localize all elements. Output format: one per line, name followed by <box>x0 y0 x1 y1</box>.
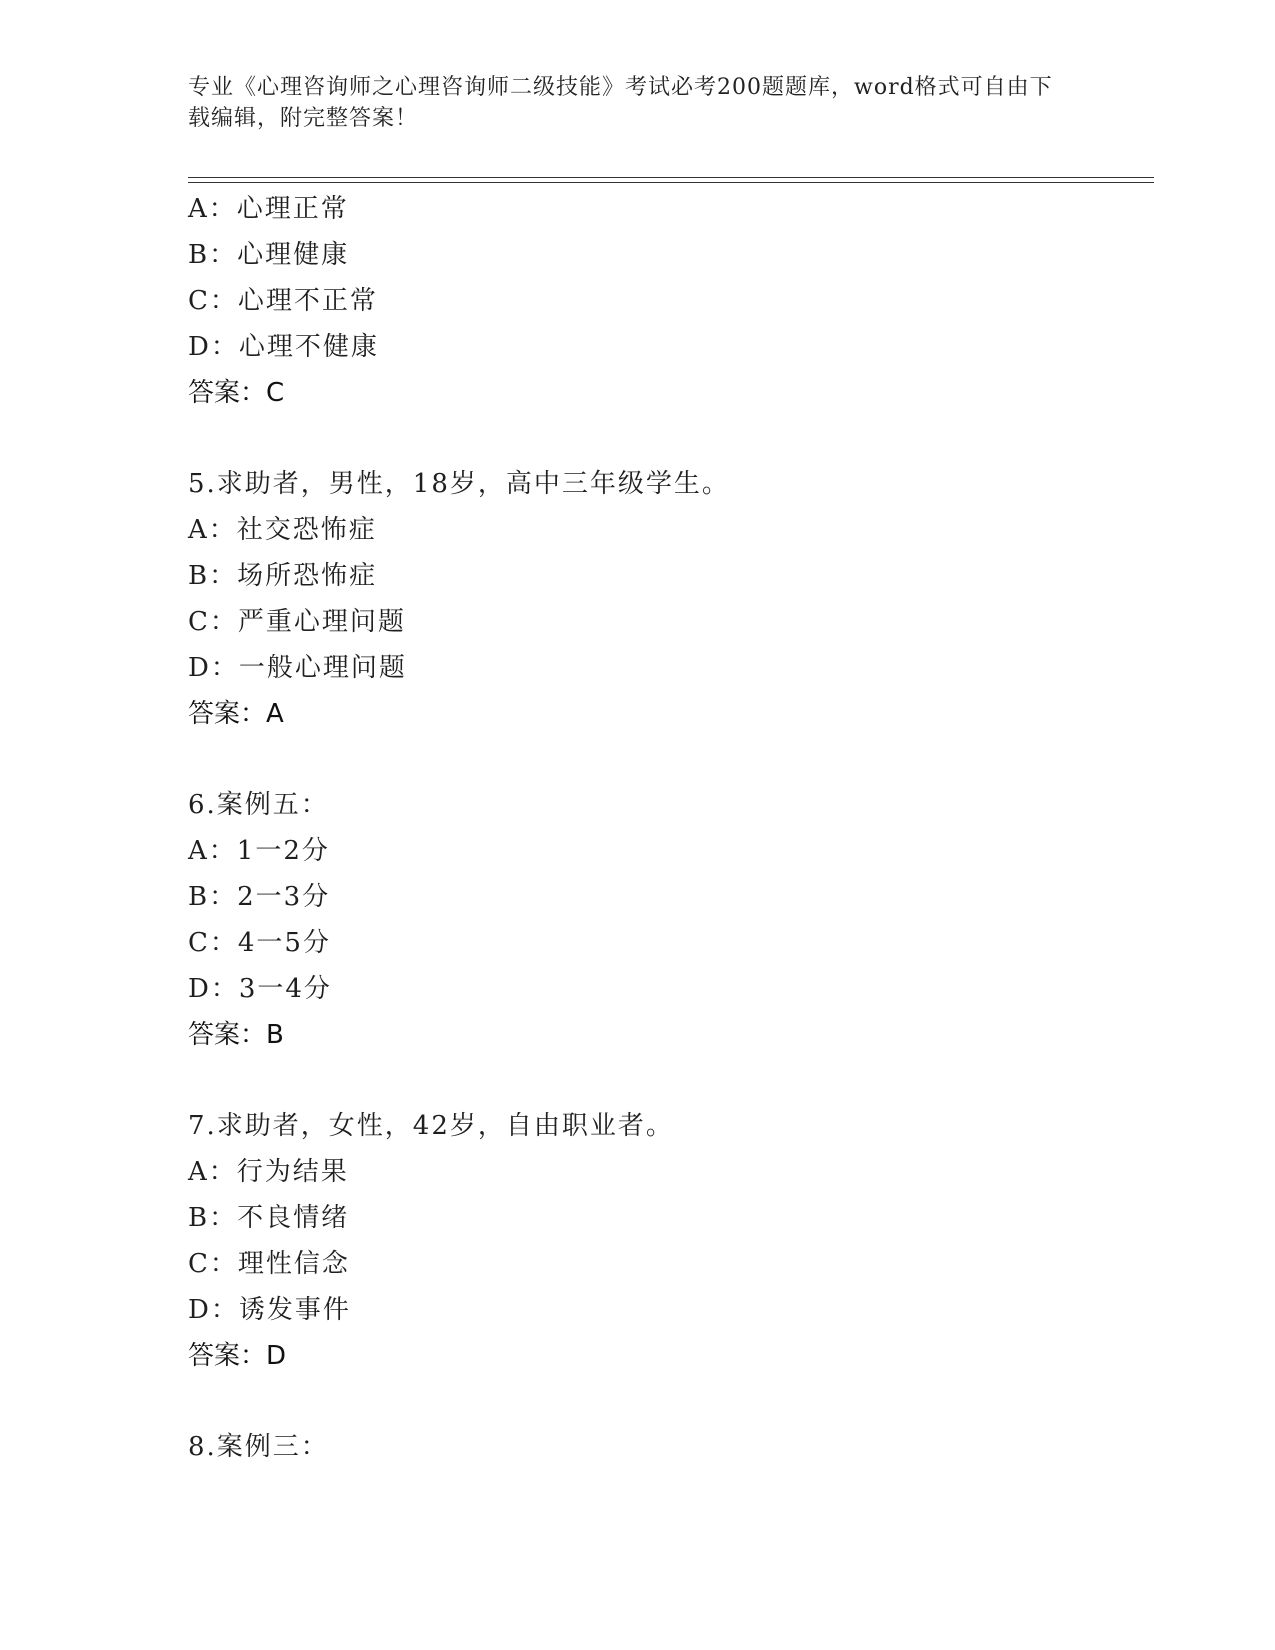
option-d: D：心理不健康 <box>188 332 379 362</box>
option-d: D：诱发事件 <box>188 1295 351 1325</box>
option-d: D：3一4分 <box>188 974 332 1004</box>
option-b: B：心理健康 <box>188 240 350 270</box>
document-intro: 专业《心理咨询师之心理咨询师二级技能》考试必考200题题库，word格式可自由下载编辑，附完整答案！ <box>188 75 1053 131</box>
option-c: C：4一5分 <box>188 928 331 958</box>
question-block <box>188 1103 1148 1379</box>
header-divider-top <box>188 177 1154 178</box>
header-divider-bottom <box>188 182 1154 183</box>
option-b: B：2一3分 <box>188 882 331 912</box>
question-list <box>188 186 1148 1470</box>
option-c: C：心理不正常 <box>188 286 378 316</box>
question-stem: 7.求助者，女性，42岁，自由职业者。 <box>188 1111 674 1141</box>
question-stem: 8.案例三： <box>188 1432 329 1462</box>
answer-line: 答案：B <box>188 1020 284 1050</box>
answer-line: 答案：A <box>188 699 284 729</box>
question-block <box>188 461 1148 737</box>
question-block <box>188 1424 1148 1470</box>
option-a: A：1一2分 <box>188 836 330 866</box>
answer-line: 答案：C <box>188 378 285 408</box>
option-c: C：理性信念 <box>188 1249 350 1279</box>
question-block <box>188 782 1148 1058</box>
answer-line: 答案：D <box>188 1341 287 1371</box>
option-c: C：严重心理问题 <box>188 607 406 637</box>
option-b: B：场所恐怖症 <box>188 561 378 591</box>
option-a: A：行为结果 <box>188 1157 349 1187</box>
option-d: D：一般心理问题 <box>188 653 407 683</box>
option-b: B：不良情绪 <box>188 1203 350 1233</box>
option-a: A：心理正常 <box>188 194 349 224</box>
option-a: A：社交恐怖症 <box>188 515 377 545</box>
question-block <box>188 186 1148 416</box>
question-stem: 5.求助者，男性，18岁，高中三年级学生。 <box>188 469 730 499</box>
question-stem: 6.案例五： <box>188 790 329 820</box>
